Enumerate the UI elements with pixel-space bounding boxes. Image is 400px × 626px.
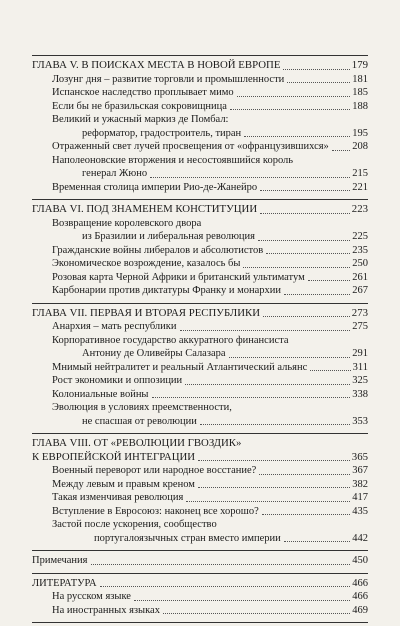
dot-leader	[163, 613, 350, 614]
chapter-title	[32, 203, 368, 217]
dot-leader	[186, 501, 350, 502]
entry-title: не спасшая от революции	[82, 415, 197, 427]
page-number: 466	[352, 577, 368, 589]
divider-line	[32, 199, 368, 200]
dot-leader	[198, 487, 350, 488]
dot-leader	[263, 316, 350, 317]
toc-entry	[32, 244, 368, 258]
page-number: 221	[352, 181, 368, 193]
entry-title: португалоязычных стран вместо империи	[94, 532, 281, 544]
divider-line	[32, 303, 368, 304]
entry-title: из Бразилии и либеральная революция	[82, 231, 255, 242]
dot-leader	[310, 370, 350, 371]
toc-entry	[32, 320, 368, 334]
notes-entry	[32, 554, 368, 568]
dot-leader	[180, 330, 351, 331]
toc-entry	[32, 100, 368, 114]
page-number: 195	[352, 127, 368, 139]
page-number: 261	[352, 271, 368, 283]
page-number: 435	[352, 505, 368, 517]
page-number: 311	[352, 361, 368, 373]
dot-leader	[229, 357, 351, 358]
entry-title: Мнимый нейтралитет и реальный Атлантический альянс	[52, 361, 308, 373]
page-number: 325	[352, 375, 368, 386]
chapter-section	[32, 59, 368, 194]
page-number: 365	[351, 450, 368, 463]
toc-entry	[32, 374, 368, 388]
page-number: 367	[352, 465, 368, 476]
entry-line: Эволюция в условиях преемственности,	[52, 402, 232, 413]
page-number: 466	[352, 591, 368, 602]
literature-title	[32, 577, 368, 591]
page-number: 417	[352, 492, 368, 503]
divider-line	[32, 550, 368, 551]
dot-leader	[308, 280, 351, 281]
toc-entry	[32, 86, 368, 100]
page-number: 225	[352, 231, 368, 242]
entry-title: генерал Жюно	[82, 168, 148, 179]
page-number: 273	[351, 306, 368, 319]
entry-title: Розовая карта Черной Африки и британский ультиматум	[52, 271, 305, 283]
page-number: 223	[351, 203, 368, 215]
dot-leader	[260, 190, 350, 191]
dot-leader	[284, 294, 350, 295]
dot-leader	[283, 69, 349, 70]
page-number: 185	[352, 87, 368, 98]
divider-line	[32, 55, 368, 56]
entry-title: На иностранных языках	[52, 604, 160, 616]
toc-entry	[32, 230, 368, 244]
dot-leader	[200, 424, 350, 425]
dot-leader	[260, 213, 350, 214]
toc-entry	[32, 284, 368, 298]
dot-leader	[150, 177, 350, 178]
page-number: 382	[352, 478, 368, 490]
entry-title: ГЛАВА VII. ПЕРВАЯ И ВТОРАЯ РЕСПУБЛИКИ	[32, 306, 260, 319]
entry-title: К ЕВРОПЕЙСКОЙ ИНТЕГРАЦИИ	[32, 450, 196, 463]
page-number: 208	[352, 141, 368, 152]
entry-title: ГЛАВА VI. ПОД ЗНАМЕНЕМ КОНСТИТУЦИИ	[32, 203, 258, 215]
entry-title: Такая изменчивая революция	[52, 492, 184, 503]
divider-line	[32, 573, 368, 574]
toc-entry	[32, 271, 368, 285]
entry-title: Временная столица империи Рио-де-Жанейро	[52, 181, 258, 193]
entry-title: Отраженный свет лучей просвещения от «офранцузившихся»	[52, 141, 329, 152]
page-number: 291	[352, 348, 368, 359]
table-of-contents	[32, 50, 368, 626]
page-number: 181	[352, 73, 368, 85]
entry-title: Испанское наследство проплывает мимо	[52, 87, 234, 98]
page-number: 442	[352, 532, 368, 544]
entry-line: Возвращение королевского двора	[52, 217, 202, 229]
toc-entry	[32, 257, 368, 271]
dot-leader	[198, 460, 350, 461]
page-number: 450	[352, 555, 368, 566]
chapter-title	[32, 59, 368, 73]
entry-title: Экономическое возрождение, казалось бы	[52, 258, 241, 269]
dot-leader	[244, 136, 350, 137]
entry-title: Примечания	[32, 555, 88, 566]
page-number: 215	[352, 168, 368, 179]
dot-leader	[230, 109, 350, 110]
entry-title: Гражданские войны либералов и абсолютистов	[52, 244, 264, 256]
page-number: 188	[352, 100, 368, 112]
toc-entry	[32, 532, 368, 546]
literature-section	[32, 577, 368, 618]
dot-leader	[266, 253, 350, 254]
toc-entry	[32, 388, 368, 402]
entry-title: ЛИТЕРАТУРА	[32, 577, 97, 589]
dot-leader	[152, 397, 351, 398]
entry-line: Застой после ускорения, сообщество	[52, 519, 217, 530]
chapter-title	[32, 307, 368, 321]
dot-leader	[100, 586, 351, 587]
toc-entry	[32, 127, 368, 141]
dot-leader	[258, 240, 350, 241]
entry-title: На русском языке	[52, 591, 131, 602]
divider-line	[32, 622, 368, 623]
toc-entry	[32, 361, 368, 375]
entry-title: Колониальные войны	[52, 388, 149, 400]
entry-title: ГЛАВА V. В ПОИСКАХ МЕСТА В НОВОЙ ЕВРОПЕ	[32, 59, 281, 71]
page-number: 353	[352, 415, 368, 427]
page-number: 267	[352, 285, 368, 296]
dot-leader	[332, 150, 350, 151]
page-number: 469	[352, 604, 368, 616]
chapter-title	[32, 451, 368, 465]
toc-entry	[32, 415, 368, 429]
toc-entry	[32, 167, 368, 181]
entry-title: Военный переворот или народное восстание?	[52, 465, 257, 476]
dot-leader	[185, 384, 350, 385]
dot-leader	[259, 474, 350, 475]
toc-entry	[32, 347, 368, 361]
entry-title: Анархия – мать республики	[52, 321, 177, 332]
chapter-section	[32, 307, 368, 429]
chapter-title: ГЛАВА VIII. ОТ «РЕВОЛЮЦИИ ГВОЗДИК»	[32, 437, 242, 449]
dot-leader	[262, 514, 350, 515]
toc-entry	[32, 491, 368, 505]
page-number: 338	[352, 388, 368, 400]
dot-leader	[91, 564, 351, 565]
entry-line: Корпоративное государство аккуратного финансиста	[52, 334, 289, 346]
dot-leader	[243, 267, 350, 268]
toc-entry	[32, 505, 368, 519]
dot-leader	[284, 541, 350, 542]
entry-title: Рост экономики и оппозиции	[52, 375, 183, 386]
entry-title: Карбонарии против диктатуры Франку и монархии	[52, 285, 282, 296]
entry-title: реформатор, градостроитель, тиран	[82, 127, 242, 139]
entry-title: Если бы не бразильская сокровищница	[52, 100, 227, 112]
entry-title: Вступление в Евросоюз: наконец все хорошо?	[52, 505, 259, 517]
page-number: 235	[352, 244, 368, 256]
entry-title: Между левым и правым креном	[52, 478, 195, 490]
entry-title: Антониу де Оливейры Салазара	[82, 348, 226, 359]
divider-line	[32, 433, 368, 434]
toc-entry	[32, 73, 368, 87]
toc-entry	[32, 140, 368, 154]
page-number: 250	[352, 258, 368, 269]
toc-entry	[32, 464, 368, 478]
entry-line: Великий и ужасный маркиз де Помбал:	[52, 114, 229, 125]
toc-entry	[32, 181, 368, 195]
dot-leader	[237, 96, 351, 97]
entry-line: Наполеоновские вторжения и несостоявшийся король	[52, 154, 294, 166]
chapter-section	[32, 437, 368, 545]
toc-entry	[32, 590, 368, 604]
chapter-section	[32, 203, 368, 298]
dot-leader	[287, 82, 350, 83]
entry-title: Лозунг дня – развитие торговли и промышленности	[52, 73, 285, 85]
toc-entry	[32, 604, 368, 618]
page-number: 275	[352, 321, 368, 332]
page-number: 179	[351, 59, 368, 71]
toc-entry	[32, 478, 368, 492]
